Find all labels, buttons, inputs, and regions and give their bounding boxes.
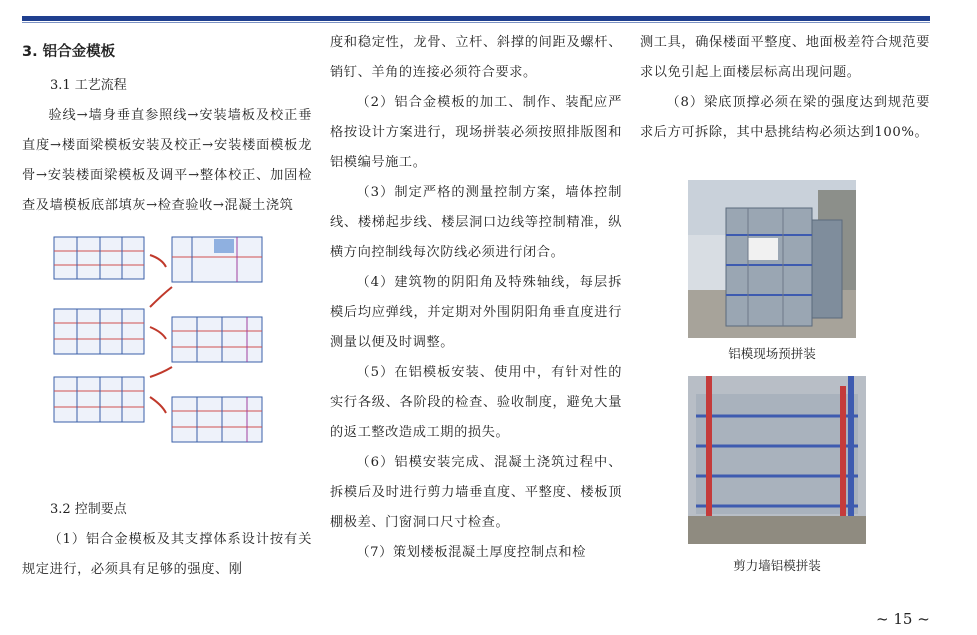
subsection-3-1: 3.1 工艺流程 xyxy=(50,78,127,93)
control-point-8: （8）梁底顶撑必须在梁的强度达到规范要求后方可拆除，其中悬挑结构必须达到100%。 xyxy=(640,95,930,140)
photo-pre-assembly xyxy=(688,180,856,338)
flow-step-5 xyxy=(54,377,144,422)
process-flow-figure xyxy=(22,227,312,489)
process-flow-diagram xyxy=(22,227,312,489)
control-point-6: （6）铝模安装完成、混凝土浇筑过程中、拆模后及时进行剪力墙垂直度、平整度、楼板顶棚极差、门窗洞口尺寸检查。 xyxy=(330,455,622,530)
process-flow-text: 验线→墙身垂直参照线→安装墙板及校正垂直度→楼面梁模板安装及校正→安装楼面模板龙骨→安装楼面梁模板及调平→整体校正、加固检查及墙模板底部填灰→检查验收→混凝土浇筑 xyxy=(22,108,312,213)
control-point-1: （1）铝合金模板及其支撑体系设计按有关规定进行，必须具有足够的强度、刚 xyxy=(22,532,312,577)
column-right xyxy=(640,28,930,148)
photo-shear-wall xyxy=(688,376,866,544)
control-point-3: （3）制定严格的测量控制方案，墙体控制线、楼梯起步线、楼层洞口边线等控制精准，纵横方向控制线每次防线必须进行闭合。 xyxy=(330,185,622,260)
column-middle xyxy=(330,28,622,568)
flow-arrows xyxy=(150,255,172,413)
flow-step-2 xyxy=(172,237,262,282)
section-title: 3. 铝合金模板 xyxy=(22,44,116,60)
shear-wall-image xyxy=(688,376,866,544)
flow-step-1 xyxy=(54,237,144,279)
flow-step-6 xyxy=(172,397,262,442)
control-point-1-cont: 度和稳定性，龙骨、立杆、斜撑的间距及螺杆、销钉、羊角的连接必须符合要求。 xyxy=(330,35,622,80)
header-bar xyxy=(22,16,930,21)
subsection-3-2: 3.2 控制要点 xyxy=(50,502,127,517)
header-rule xyxy=(22,22,930,23)
pre-assembly-image xyxy=(688,180,856,338)
control-point-4: （4）建筑物的阴阳角及特殊轴线，每层拆模后均应弹线，并定期对外围阴阳角垂直度进行测量以便及时调整。 xyxy=(330,275,622,350)
control-point-7-cont: 测工具，确保楼面平整度、地面极差符合规范要求以免引起上面楼层标高出现问题。 xyxy=(640,35,930,80)
control-point-2: （2）铝合金模板的加工、制作、装配应严格按设计方案进行，现场拼装必须按照排版图和铝模编号施工。 xyxy=(330,95,622,170)
control-point-7: （7）策划楼板混凝土厚度控制点和检 xyxy=(356,545,586,560)
column-left xyxy=(22,28,312,585)
flow-step-3 xyxy=(54,309,144,354)
control-point-5: （5）在铝模板安装、使用中，有针对性的实行各级、各阶段的检查、验收制度，避免大量的返工整改造成工期的损失。 xyxy=(330,365,622,440)
flow-step-4 xyxy=(172,317,262,362)
page-number: ~ 15 ~ xyxy=(876,610,930,628)
caption-pre-assembly: 铝模现场预拼装 xyxy=(728,346,816,361)
caption-shear-wall: 剪力墙铝模拼装 xyxy=(733,558,821,573)
